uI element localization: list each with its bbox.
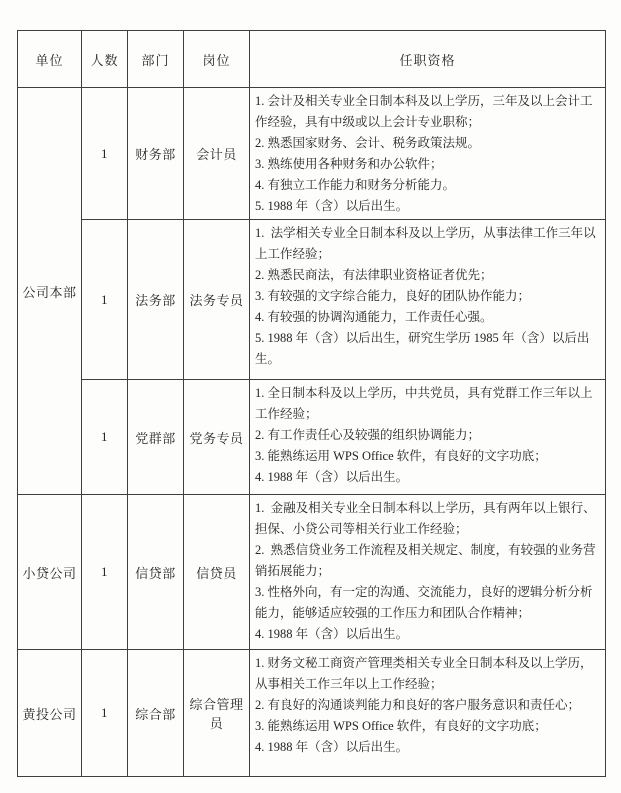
header-qualifications: 任职资格 [250, 31, 606, 88]
count-cell: 1 [82, 88, 128, 220]
qualification-item: 4. 1988 年（含）以后出生。 [255, 470, 409, 484]
count-cell: 1 [82, 380, 128, 495]
qualification-item: 4. 有较强的协调沟通能力，工作责任心强。 [255, 310, 493, 324]
qualification-item: 3. 性格外向，有一定的沟通、交流能力，良好的逻辑分析分析能力，能够适应较强的工作压力和团队合作精神； [255, 585, 593, 620]
qualification-item: 1. 法学相关专业全日制本科及以上学历，从事法律工作三年以上工作经验； [255, 226, 596, 261]
count-cell: 1 [82, 495, 128, 650]
position-cell: 法务专员 [184, 220, 250, 380]
unit-cell: 小贷公司 [18, 495, 82, 650]
qualifications-cell [250, 380, 606, 495]
qualification-item: 2. 熟悉民商法，有法律职业资格证者优先； [255, 268, 493, 282]
qualification-item: 2. 熟悉国家财务、会计、税务政策法规。 [255, 136, 481, 150]
count-cell: 1 [82, 220, 128, 380]
header-unit: 单位 [18, 31, 82, 88]
qualification-item: 1. 会计及相关专业全日制本科及以上学历，三年及以上会计工作经验，具有中级或以上会计专业职称； [255, 94, 593, 129]
table-row-party [18, 380, 606, 495]
qualification-item: 2. 有良好的沟通谈判能力和良好的客户服务意识和责任心； [255, 698, 581, 712]
qualification-item: 1. 财务文秘工商资产管理类相关专业全日制本科及以上学历，从事相关工作三年以上工作经验； [255, 656, 593, 691]
table-row-credit [18, 495, 606, 650]
position-cell: 信贷员 [184, 495, 250, 650]
header-position: 岗位 [184, 31, 250, 88]
qualifications-cell [250, 220, 606, 380]
qualification-item: 1. 金融及相关专业全日制本科以上学历，具有两年以上银行、担保、小贷公司等相关行业工作经验； [255, 501, 596, 536]
unit-cell: 黄投公司 [18, 650, 82, 777]
qualification-item: 1. 全日制本科及以上学历，中共党员，具有党群工作三年以上工作经验； [255, 386, 593, 421]
dept-cell: 信贷部 [128, 495, 184, 650]
qualification-item: 4. 1988 年（含）以后出生。 [255, 740, 409, 754]
qualifications-cell [250, 650, 606, 777]
qualification-item: 4. 1988 年（含）以后出生。 [255, 627, 409, 641]
count-cell: 1 [82, 650, 128, 777]
qualification-item: 2. 有工作责任心及较强的组织协调能力； [255, 428, 481, 442]
dept-cell: 法务部 [128, 220, 184, 380]
qualification-item: 3. 能熟练运用 WPS Office 软件，有良好的文字功底； [255, 449, 547, 463]
qualification-item: 4. 有独立工作能力和财务分析能力。 [255, 178, 456, 192]
position-cell: 综合管理员 [184, 650, 250, 777]
unit-cell: 公司本部 [18, 88, 82, 495]
qualifications-cell [250, 495, 606, 650]
dept-cell: 党群部 [128, 380, 184, 495]
dept-cell: 财务部 [128, 88, 184, 220]
table-row-finance [18, 88, 606, 220]
qualification-item: 3. 熟练使用各种财务和办公软件； [255, 157, 443, 171]
qualification-item: 3. 有较强的文字综合能力，良好的团队协作能力； [255, 289, 531, 303]
qualification-item: 5. 1988 年（含）以后出生。 [255, 199, 409, 213]
table-header-row [18, 31, 606, 88]
qualifications-cell [250, 88, 606, 220]
position-cell: 党务专员 [184, 380, 250, 495]
header-count: 人数 [82, 31, 128, 88]
table-row-legal [18, 220, 606, 380]
table-row-general [18, 650, 606, 777]
header-dept: 部门 [128, 31, 184, 88]
position-cell: 会计员 [184, 88, 250, 220]
qualification-item: 3. 能熟练运用 WPS Office 软件，有良好的文字功底； [255, 719, 547, 733]
qualification-item: 2. 熟悉信贷业务工作流程及相关规定、制度，有较强的业务营销拓展能力； [255, 543, 596, 578]
recruitment-table [17, 30, 606, 777]
dept-cell: 综合部 [128, 650, 184, 777]
qualification-item: 5. 1988 年（含）以后出生，研究生学历 1985 年（含）以后出生。 [255, 331, 590, 366]
